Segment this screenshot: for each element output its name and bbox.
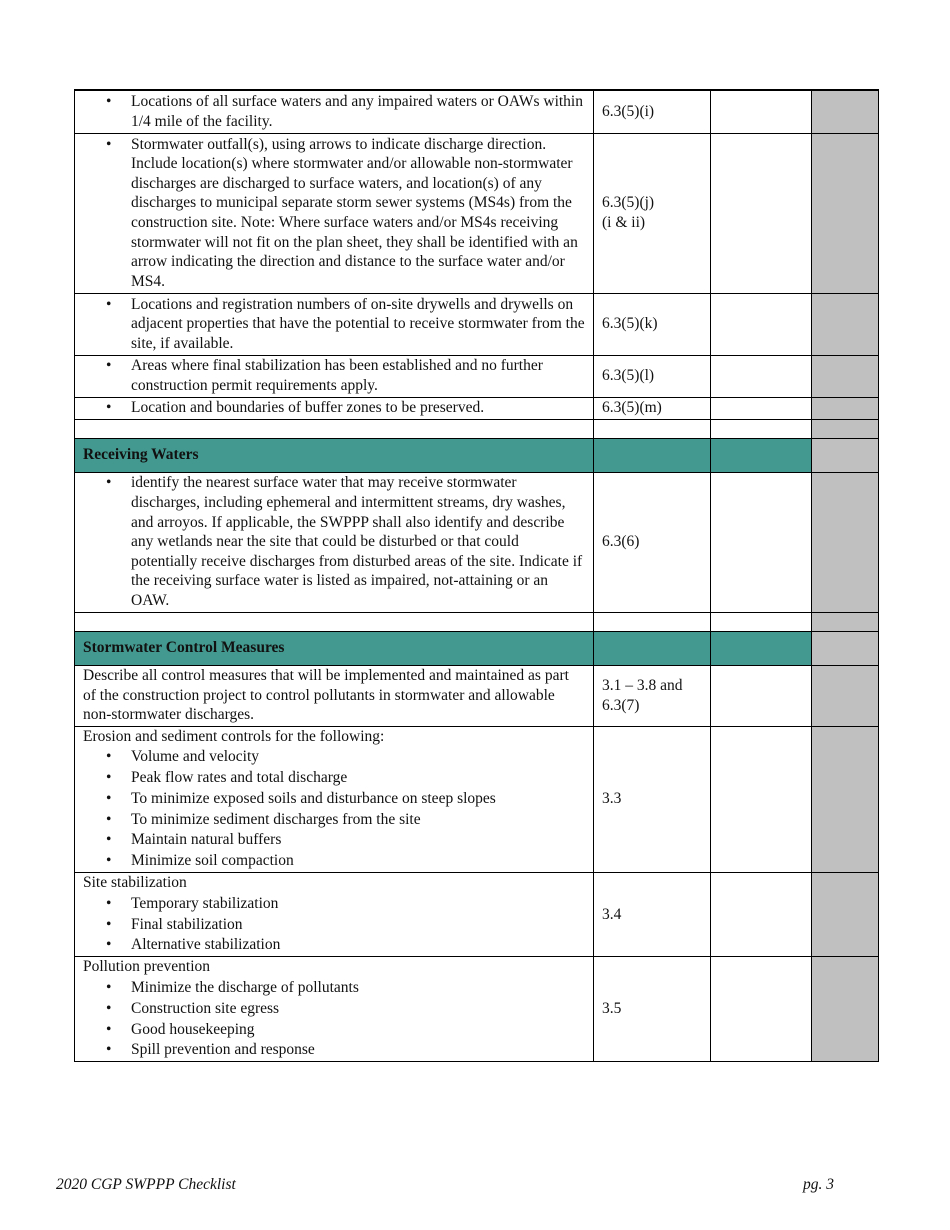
permit-ref: 6.3(6): [594, 472, 711, 612]
shaded-cell: [812, 472, 879, 612]
section-header-stormwater-control-measures: [75, 631, 879, 665]
spacer-row: [75, 419, 879, 438]
permit-ref: 3.3: [594, 726, 711, 873]
permit-ref: 3.5: [594, 957, 711, 1062]
response-cell[interactable]: [711, 665, 812, 726]
requirement-cell: [75, 133, 594, 293]
list-item: • Location and boundaries of buffer zones to be preserved.: [83, 398, 585, 418]
list-item: • Good housekeeping: [83, 1020, 585, 1041]
response-cell[interactable]: [711, 873, 812, 957]
requirement-cell: [75, 957, 594, 1062]
list-item: • To minimize sediment discharges from the site: [83, 810, 585, 831]
table-row: [75, 957, 879, 1062]
shaded-cell: [812, 133, 879, 293]
list-item: • identify the nearest surface water that may receive stormwater discharges, including ephemeral and intermittent streams, dry washes, and arroyos. If applicable, the SWPPP shall also identify and describe any wetlands near the site that could be disturbed or that could potentially receive discharges from disturbed areas of the site. Indicate if the receiving surface water is listed as impaired, not-attaining or an OAW.: [83, 473, 585, 610]
shaded-cell: [812, 665, 879, 726]
list-item: • Minimize the discharge of pollutants: [83, 978, 585, 999]
permit-ref: 6.3(5)(i): [594, 90, 711, 133]
table-row: [75, 472, 879, 612]
list-item: • Alternative stabilization: [83, 935, 585, 956]
response-cell[interactable]: [711, 726, 812, 873]
table-row: [75, 133, 879, 293]
row-heading: Erosion and sediment controls for the following:: [83, 727, 385, 745]
list-item: • To minimize exposed soils and disturbance on steep slopes: [83, 789, 585, 810]
response-cell[interactable]: [711, 397, 812, 419]
list-item: • Minimize soil compaction: [83, 851, 585, 872]
permit-ref: 6.3(5)(l): [594, 355, 711, 397]
permit-ref: 6.3(5)(j) (i & ii): [594, 133, 711, 293]
list-item: • Stormwater outfall(s), using arrows to indicate discharge direction. Include location(s) where stormwater and/or allowable non-stormwater discharges are discharged to surface waters, and location(s) of any discharges to municipal separate storm sewer systems (MS4s) from the construction site. Note: Where surface waters and/or MS4s receiving stormwater will not fit on the plan sheet, they shall be identified with an arrow indicating the direction and distance to the surface water and/or MS4.: [83, 135, 585, 292]
row-heading: Pollution prevention: [83, 958, 211, 976]
section-title: Stormwater Control Measures: [75, 631, 594, 665]
list-item: • Locations of all surface waters and any impaired waters or OAWs within 1/4 mile of the facility.: [83, 92, 585, 131]
list-item: • Volume and velocity: [83, 747, 585, 768]
permit-ref: 6.3(5)(m): [594, 397, 711, 419]
list-item: • Final stabilization: [83, 915, 585, 936]
footer-document-title: 2020 CGP SWPPP Checklist: [56, 1176, 236, 1193]
shaded-cell: [812, 873, 879, 957]
table-row: [75, 665, 879, 726]
table-row: [75, 355, 879, 397]
response-cell[interactable]: [711, 90, 812, 133]
table-row: [75, 726, 879, 873]
response-cell[interactable]: [711, 355, 812, 397]
spacer-row: [75, 612, 879, 631]
table-row: [75, 293, 879, 355]
table-row: [75, 873, 879, 957]
response-cell[interactable]: [711, 293, 812, 355]
section-header-receiving-waters: [75, 438, 879, 472]
shaded-cell: [812, 90, 879, 133]
shaded-cell: [812, 726, 879, 873]
section-title: Receiving Waters: [75, 438, 594, 472]
response-cell[interactable]: [711, 957, 812, 1062]
requirement-cell: [75, 472, 594, 612]
list-item: • Maintain natural buffers: [83, 830, 585, 851]
list-item: • Areas where final stabilization has been established and no further construction permit requirements apply.: [83, 356, 585, 395]
list-item: • Construction site egress: [83, 999, 585, 1020]
permit-ref: 3.1 – 3.8 and 6.3(7): [594, 665, 711, 726]
footer-page-number: pg. 3: [803, 1176, 834, 1193]
shaded-cell: [812, 293, 879, 355]
table-row: [75, 397, 879, 419]
shaded-cell: [812, 397, 879, 419]
list-item: • Spill prevention and response: [83, 1040, 585, 1061]
shaded-cell: [812, 355, 879, 397]
list-item: • Peak flow rates and total discharge: [83, 768, 585, 789]
requirement-cell: [75, 355, 594, 397]
shaded-cell: [812, 957, 879, 1062]
list-item: • Temporary stabilization: [83, 894, 585, 915]
requirement-cell: [75, 90, 594, 133]
requirement-cell: [75, 293, 594, 355]
row-heading: Site stabilization: [83, 874, 187, 892]
response-cell[interactable]: [711, 472, 812, 612]
requirement-cell: [75, 873, 594, 957]
requirement-cell: [75, 397, 594, 419]
permit-ref: 6.3(5)(k): [594, 293, 711, 355]
table-row: [75, 90, 879, 133]
requirement-cell: Describe all control measures that will be implemented and maintained as part of the construction project to control pollutants in stormwater and allowable non-stormwater discharges.: [75, 665, 594, 726]
list-item: • Locations and registration numbers of on-site drywells and drywells on adjacent properties that have the potential to receive stormwater from the site, if available.: [83, 295, 585, 354]
response-cell[interactable]: [711, 133, 812, 293]
requirement-cell: [75, 726, 594, 873]
permit-ref: 3.4: [594, 873, 711, 957]
checklist-table: [74, 89, 879, 1062]
